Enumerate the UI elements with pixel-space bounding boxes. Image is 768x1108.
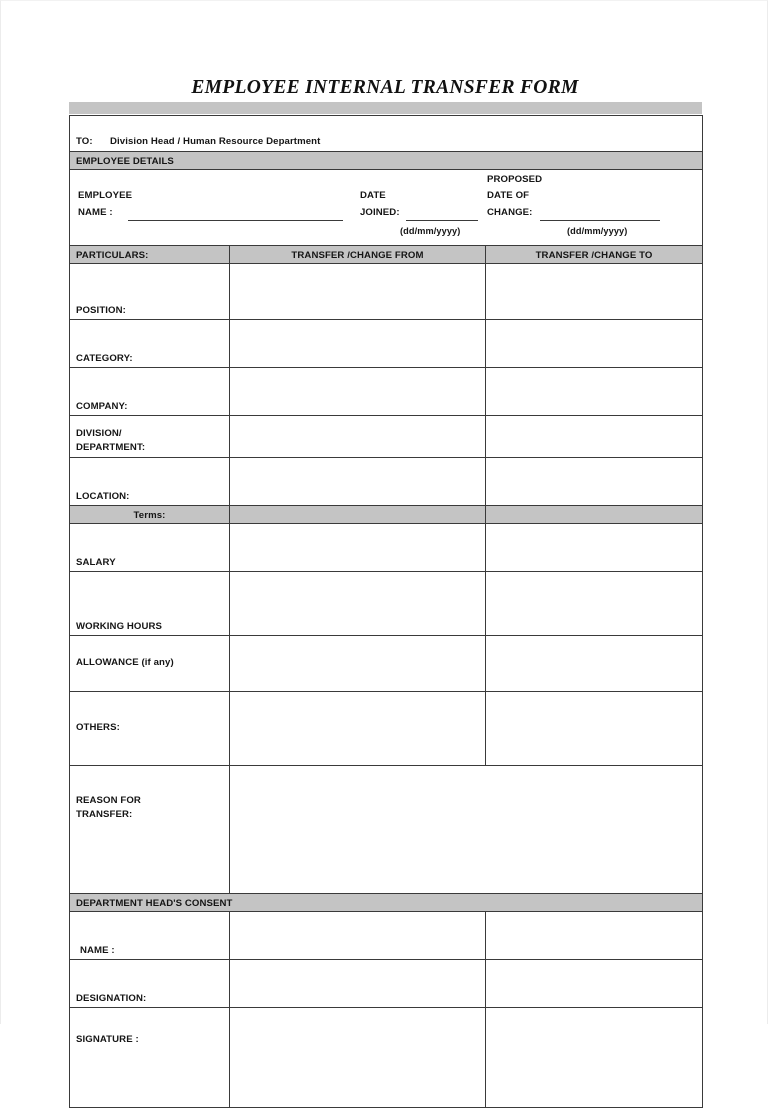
row-label-category: CATEGORY: [70, 320, 230, 368]
cell-consent-designation-from[interactable] [230, 960, 486, 1008]
column-header-transfer-from: TRANSFER /CHANGE FROM [230, 246, 486, 264]
addressee-value: Division Head / Human Resource Department [110, 136, 321, 147]
cell-consent-signature-from[interactable] [230, 1008, 486, 1108]
cell-consent-name-from[interactable] [230, 912, 486, 960]
date-joined-label-line2: JOINED: [360, 207, 400, 218]
row-label-salary: SALARY [70, 524, 230, 572]
row-label-division-department [70, 416, 230, 458]
cell-others-to[interactable] [486, 692, 703, 766]
row-label-division: DIVISION/ [76, 428, 122, 439]
cell-others-from[interactable] [230, 692, 486, 766]
proposed-date-input[interactable] [540, 220, 660, 221]
cell-position-from[interactable] [230, 264, 486, 320]
cell-division-to[interactable] [486, 416, 703, 458]
table-row [70, 458, 703, 506]
table-row [70, 416, 703, 458]
terms-band-spacer-to [486, 506, 703, 524]
row-label-consent-signature: SIGNATURE : [70, 1008, 230, 1108]
proposed-date-label-line1: PROPOSED [487, 174, 543, 185]
cell-company-to[interactable] [486, 368, 703, 416]
employee-name-label-line1: EMPLOYEE [78, 190, 133, 201]
cell-salary-from[interactable] [230, 524, 486, 572]
proposed-date-label-line3: CHANGE: [487, 207, 533, 218]
date-joined-input[interactable] [406, 220, 478, 221]
addressee-cell [70, 116, 703, 152]
row-label-company: COMPANY: [70, 368, 230, 416]
cell-division-from[interactable] [230, 416, 486, 458]
employee-name-label-line2: NAME : [78, 207, 113, 218]
table-row [70, 572, 703, 636]
addressee-row [70, 116, 703, 152]
section-header-terms: Terms: [70, 506, 230, 524]
table-row [70, 368, 703, 416]
row-label-reason-for-transfer [70, 766, 230, 894]
proposed-date-format-hint: (dd/mm/yyyy) [567, 226, 628, 236]
cell-position-to[interactable] [486, 264, 703, 320]
addressee-label: TO: [76, 136, 93, 147]
row-label-location: LOCATION: [70, 458, 230, 506]
cell-consent-signature-to[interactable] [486, 1008, 703, 1108]
cell-category-to[interactable] [486, 320, 703, 368]
cell-category-from[interactable] [230, 320, 486, 368]
table-row [70, 524, 703, 572]
employee-transfer-form-table [69, 115, 703, 1108]
consent-band-row [70, 894, 703, 912]
table-row [70, 1008, 703, 1108]
date-joined-format-hint: (dd/mm/yyyy) [400, 226, 461, 236]
section-header-employee-details: EMPLOYEE DETAILS [70, 152, 703, 170]
column-header-particulars: PARTICULARS: [70, 246, 230, 264]
date-joined-label-line1: DATE [360, 190, 386, 201]
reason-for-transfer-row [70, 766, 703, 894]
table-row [70, 264, 703, 320]
cell-salary-to[interactable] [486, 524, 703, 572]
section-header-department-head-consent: DEPARTMENT HEAD'S CONSENT [70, 894, 703, 912]
terms-band-row [70, 506, 703, 524]
cell-working-hours-to[interactable] [486, 572, 703, 636]
table-row [70, 692, 703, 766]
row-label-working-hours: WORKING HOURS [70, 572, 230, 636]
row-label-department: DEPARTMENT: [76, 441, 146, 453]
cell-consent-designation-to[interactable] [486, 960, 703, 1008]
cell-working-hours-from[interactable] [230, 572, 486, 636]
proposed-date-label-line2: DATE OF [487, 190, 530, 201]
row-label-allowance: ALLOWANCE (if any) [70, 636, 230, 692]
cell-allowance-from[interactable] [230, 636, 486, 692]
row-label-consent-name: NAME : [70, 912, 230, 960]
table-column-headers-row [70, 246, 703, 264]
column-header-transfer-to: TRANSFER /CHANGE TO [486, 246, 703, 264]
employee-name-input[interactable] [128, 220, 343, 221]
table-row [70, 636, 703, 692]
reason-label-line2: TRANSFER: [76, 808, 133, 820]
row-label-consent-designation: DESIGNATION: [70, 960, 230, 1008]
employee-details-cell [70, 170, 703, 246]
employee-details-band-row [70, 152, 703, 170]
employee-details-row [70, 170, 703, 246]
terms-band-spacer-from [230, 506, 486, 524]
page-title: EMPLOYEE INTERNAL TRANSFER FORM [191, 77, 579, 98]
cell-reason-for-transfer-value[interactable] [230, 766, 703, 894]
cell-consent-name-to[interactable] [486, 912, 703, 960]
table-row [70, 960, 703, 1008]
header-gray-band [69, 102, 702, 114]
cell-location-from[interactable] [230, 458, 486, 506]
table-row [70, 912, 703, 960]
row-label-others: OTHERS: [70, 692, 230, 766]
table-row [70, 320, 703, 368]
reason-label-line1: REASON FOR [76, 795, 141, 806]
cell-location-to[interactable] [486, 458, 703, 506]
row-label-position: POSITION: [70, 264, 230, 320]
cell-allowance-to[interactable] [486, 636, 703, 692]
cell-company-from[interactable] [230, 368, 486, 416]
